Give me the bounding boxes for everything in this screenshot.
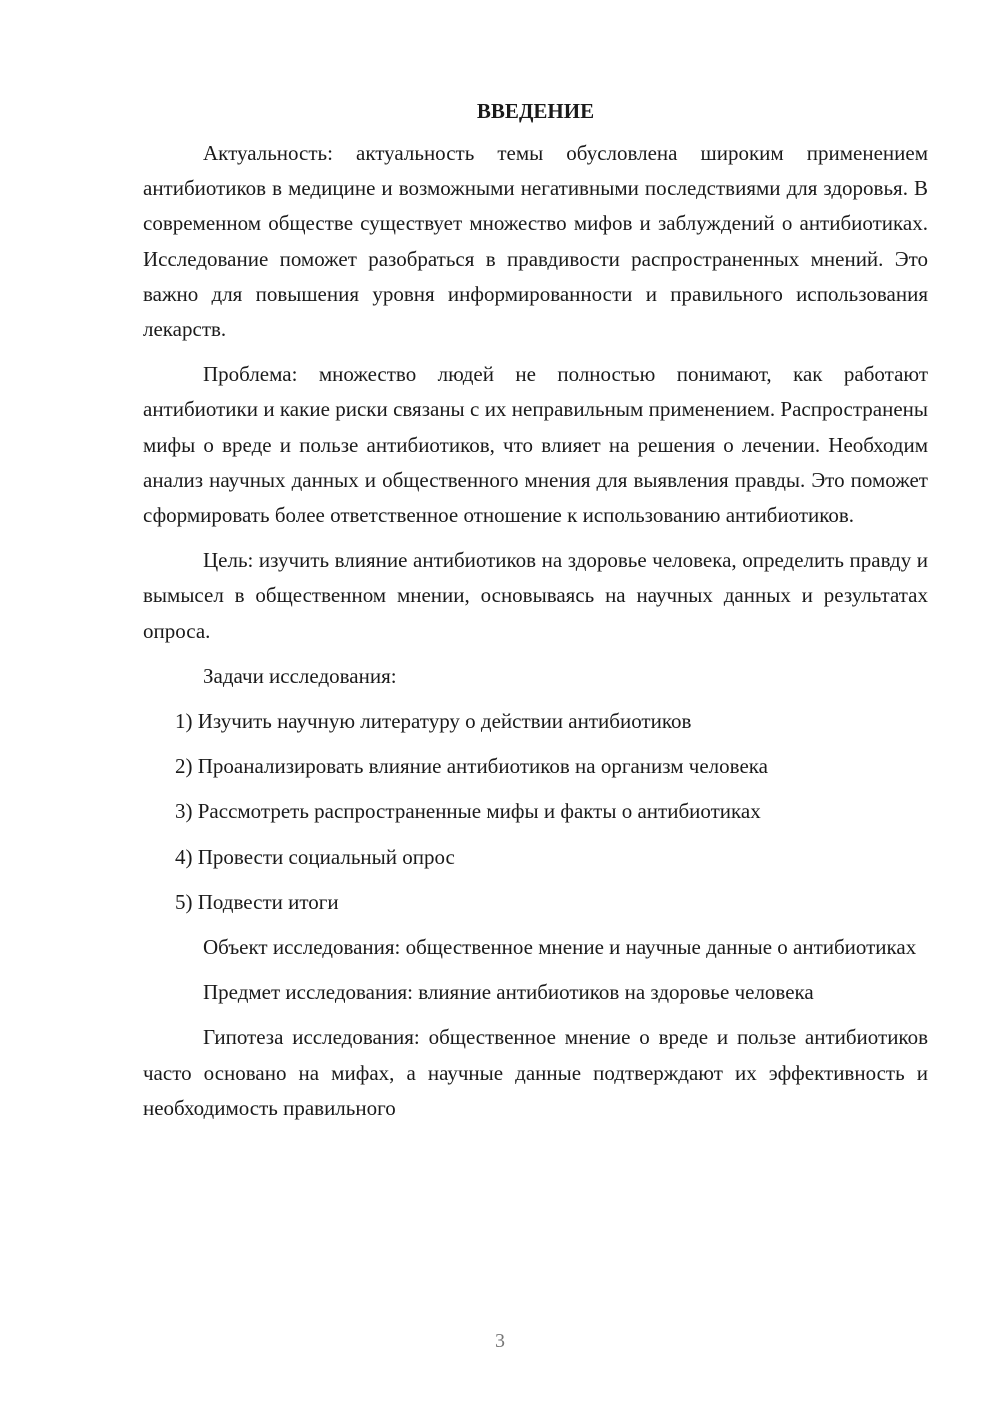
list-item: 3) Рассмотреть распространенные мифы и факты о антибиотиках xyxy=(175,799,761,824)
paragraph-problem: Проблема: множество людей не полностью понимают, как работают антибиотики и какие риски связаны с их неправильным применением. Распространены мифы о вреде и пользе антибиотиков, что влияет на решения о лечении. Необходим анализ научных данных и общественного мнения для выявления правды. Это поможет сформировать более ответственное отношение к использованию антибиотиков. xyxy=(143,362,928,528)
paragraph-relevance: Актуальность: актуальность темы обусловлена широким применением антибиотиков в медицине и возможными негативными последствиями для здоровья. В современном обществе существует множество мифов и заблуждений о антибиотиках. Исследование поможет разобраться в правдивости распространенных мнений. Это важно для повышения уровня информированности и правильного использования лекарств. xyxy=(143,141,928,342)
page-number: 3 xyxy=(495,1330,505,1352)
page-content xyxy=(143,94,928,1136)
list-item: 4) Провести социальный опрос xyxy=(175,844,455,869)
list-item: 1) Изучить научную литературу о действии антибиотиков xyxy=(175,709,692,734)
paragraph-subject: Предмет исследования: влияние антибиотиков на здоровье человека xyxy=(203,980,814,1005)
paragraph-hypothesis: Гипотеза исследования: общественное мнение о вреде и пользе антибиотиков часто основано на мифах, а научные данные подтверждают их эффективность и необходимость правильного xyxy=(143,1025,928,1120)
tasks-heading: Задачи исследования: xyxy=(203,663,397,688)
section-title: ВВЕДЕНИЕ xyxy=(476,99,595,123)
paragraph-object: Объект исследования: общественное мнение и научные данные о антибиотиках xyxy=(203,935,917,960)
tasks-list xyxy=(143,704,928,920)
list-item: 5) Подвести итоги xyxy=(175,889,339,914)
paragraph-goal: Цель: изучить влияние антибиотиков на здоровье человека, определить правду и вымысел в общественном мнении, основываясь на научных данных и результатах опроса. xyxy=(143,548,928,643)
list-item: 2) Проанализировать влияние антибиотиков на организм человека xyxy=(175,754,768,779)
